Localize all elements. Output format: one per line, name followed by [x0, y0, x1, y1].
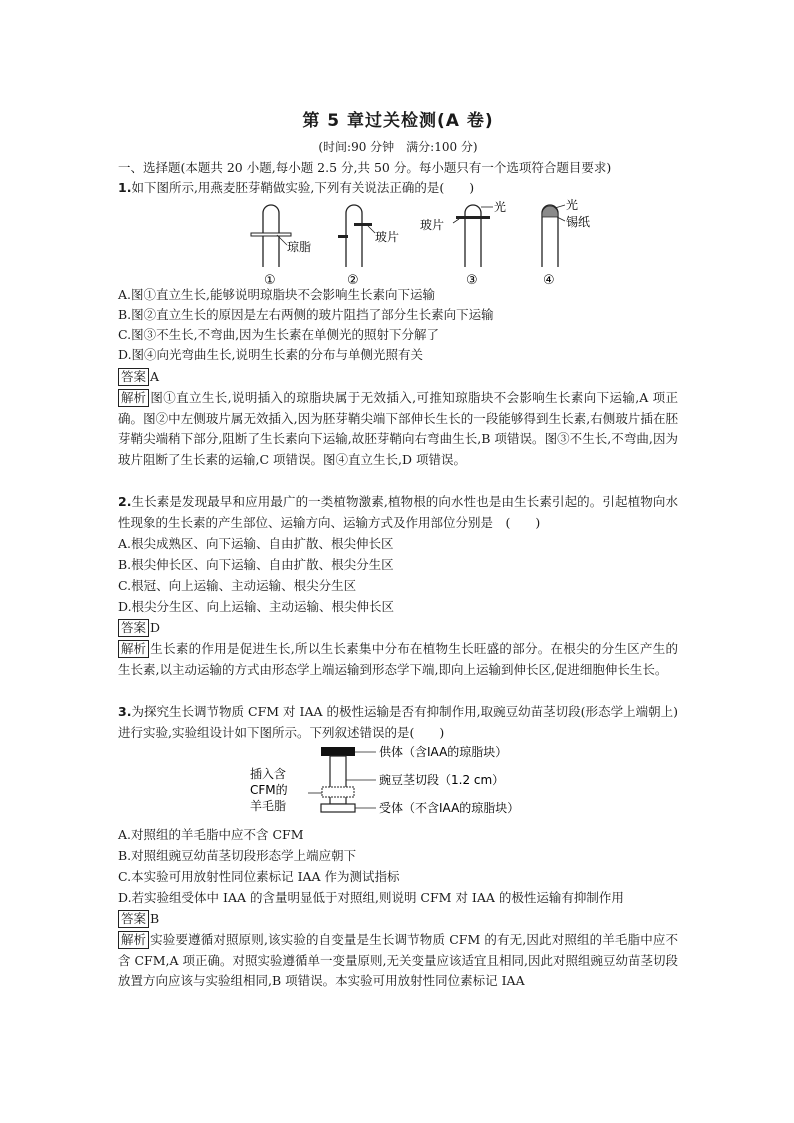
question-text: 生长素是发现最早和应用最广的一类植物激素,植物根的向水性也是由生长素引起的。引起植物向水性现象的生长素的产生部位、运输方向、运输方式及作用部位分别是 ( ): [118, 494, 678, 530]
question-number: 2.: [118, 494, 132, 509]
label-segment: 豌豆茎切段（1.2 cm）: [379, 773, 505, 787]
analysis-text: 生长素的作用是促进生长,所以生长素集中分布在植物生长旺盛的部分。在根尖的分生区产生的生长素,以主动运输的方式由形态学上端运输到形态学下端,即向上运输到伸长区,促进细胞伸长生长。: [118, 641, 678, 677]
figure-number-4: ④: [543, 273, 555, 288]
label-receiver: 受体（不含IAA的琼脂块）: [379, 801, 520, 815]
q3-answer: [118, 909, 678, 929]
label-light-3: 光: [494, 200, 507, 214]
analysis-tag: 解析: [118, 389, 149, 407]
donor-block: [321, 747, 355, 756]
question-text: 如下图所示,用燕麦胚芽鞘做实验,下列有关说法正确的是( ): [131, 180, 475, 195]
q1-answer: [118, 367, 678, 387]
section-heading: 一、选择题(本题共 20 小题,每小题 2.5 分,共 50 分。每小题只有一个选项符合题目要求): [118, 160, 612, 175]
label-lanolin-line3: 羊毛脂: [250, 799, 287, 813]
answer-tag: 答案: [118, 619, 149, 637]
answer-value: B: [150, 911, 160, 926]
question-3-stem: [118, 702, 678, 743]
q2-option-b: B.根尖伸长区、向下运输、自由扩散、根尖分生区: [118, 557, 394, 572]
figure-number-1: ①: [264, 273, 276, 288]
question-1-stem: [118, 178, 678, 198]
q1-analysis: [118, 388, 678, 470]
q2-option-a: A.根尖成熟区、向下运输、自由扩散、根尖伸长区: [118, 536, 394, 551]
label-lanolin-line2: CFM的: [250, 783, 288, 797]
analysis-tag: 解析: [118, 931, 149, 949]
label-glass-slide-2: 玻片: [375, 230, 400, 244]
page-title: 第 5 章过关检测(A 卷): [302, 111, 494, 131]
analysis-text: 图①直立生长,说明插入的琼脂块属于无效插入,可推知琼脂块不会影响生长素向下运输,A 项正确。图②中左侧玻片属无效插入,因为胚芽鞘尖端下部伸长生长的一段能够得到生长素,右侧玻片插在胚芽鞘尖端稍下部分,阻断了生长素向下运输,故胚芽鞘向右弯曲生长,B 项错误。图③不生长,不弯曲,因为玻片阻断了生长素的运输,C 项错误。图④直立生长,D 项错误。: [118, 390, 678, 467]
coleoptile-4: [542, 205, 565, 267]
figure-number-3: ③: [466, 273, 478, 288]
analysis-text: 实验要遵循对照原则,该实验的自变量是生长调节物质 CFM 的有无,因此对照组的羊毛脂中应不含 CFM,A 项正确。对照实验遵循单一变量原则,无关变量应该适宜且相同,因此对照组豌豆幼苗茎切段放置方向应该与实验组相同,B 项错误。本实验可用放射性同位素标记 IAA: [118, 932, 678, 988]
q3-option-d: D.若实验组受体中 IAA 的含量明显低于对照组,则说明 CFM 对 IAA 的极性运输有抑制作用: [118, 890, 624, 905]
answer-value: D: [150, 620, 161, 635]
lanolin-band: [322, 787, 354, 797]
q3-option-a: A.对照组的羊毛脂中应不含 CFM: [118, 827, 304, 842]
receiver-block: [321, 804, 355, 812]
question-number: 1.: [118, 180, 132, 195]
q1-option-d: D.图④向光弯曲生长,说明生长素的分布与单侧光照有关: [118, 347, 424, 362]
label-tin-foil: 锡纸: [566, 215, 591, 229]
q3-analysis: [118, 930, 678, 992]
q3-option-b: B.对照组豌豆幼苗茎切段形态学上端应朝下: [118, 848, 357, 863]
figure-coleoptile-experiments: [243, 198, 591, 289]
answer-tag: 答案: [118, 910, 149, 928]
answer-tag: 答案: [118, 368, 149, 386]
label-light-4: 光: [566, 198, 579, 212]
question-number: 3.: [118, 704, 132, 719]
coleoptile-1: [251, 205, 291, 267]
label-agar-block: 琼脂: [287, 240, 312, 254]
q2-option-c: C.根冠、向上运输、主动运输、根尖分生区: [118, 578, 357, 593]
figure-cfm-experiment: [248, 742, 578, 822]
q1-option-b: B.图②直立生长的原因是左右两侧的玻片阻挡了部分生长素向下运输: [118, 307, 494, 322]
figure-number-2: ②: [347, 273, 359, 288]
q3-option-c: C.本实验可用放射性同位素标记 IAA 作为测试指标: [118, 869, 400, 884]
coleoptile-3: [453, 205, 493, 267]
label-lanolin-line1: 插入含: [250, 767, 287, 781]
q2-option-d: D.根尖分生区、向上运输、主动运输、根尖伸长区: [118, 599, 395, 614]
q2-answer: [118, 618, 678, 638]
q1-option-c: C.图③不生长,不弯曲,因为生长素在单侧光的照射下分解了: [118, 327, 440, 342]
coleoptile-2: [338, 205, 375, 267]
answer-value: A: [150, 369, 160, 384]
question-2-stem: [118, 492, 678, 533]
q2-analysis: [118, 639, 678, 680]
exam-info: (时间:90 分钟 满分:100 分): [318, 140, 478, 154]
label-glass-slide-3: 玻片: [420, 218, 445, 232]
label-donor: 供体（含IAA的琼脂块）: [379, 745, 508, 759]
analysis-tag: 解析: [118, 640, 149, 658]
question-text: 为探究生长调节物质 CFM 对 IAA 的极性运输是否有抑制作用,取豌豆幼苗茎切段(形态学上端朝上)进行实验,实验组设计如下图所示。下列叙述错误的是( ): [118, 704, 678, 740]
q1-option-a: A.图①直立生长,能够说明琼脂块不会影响生长素向下运输: [118, 287, 435, 302]
